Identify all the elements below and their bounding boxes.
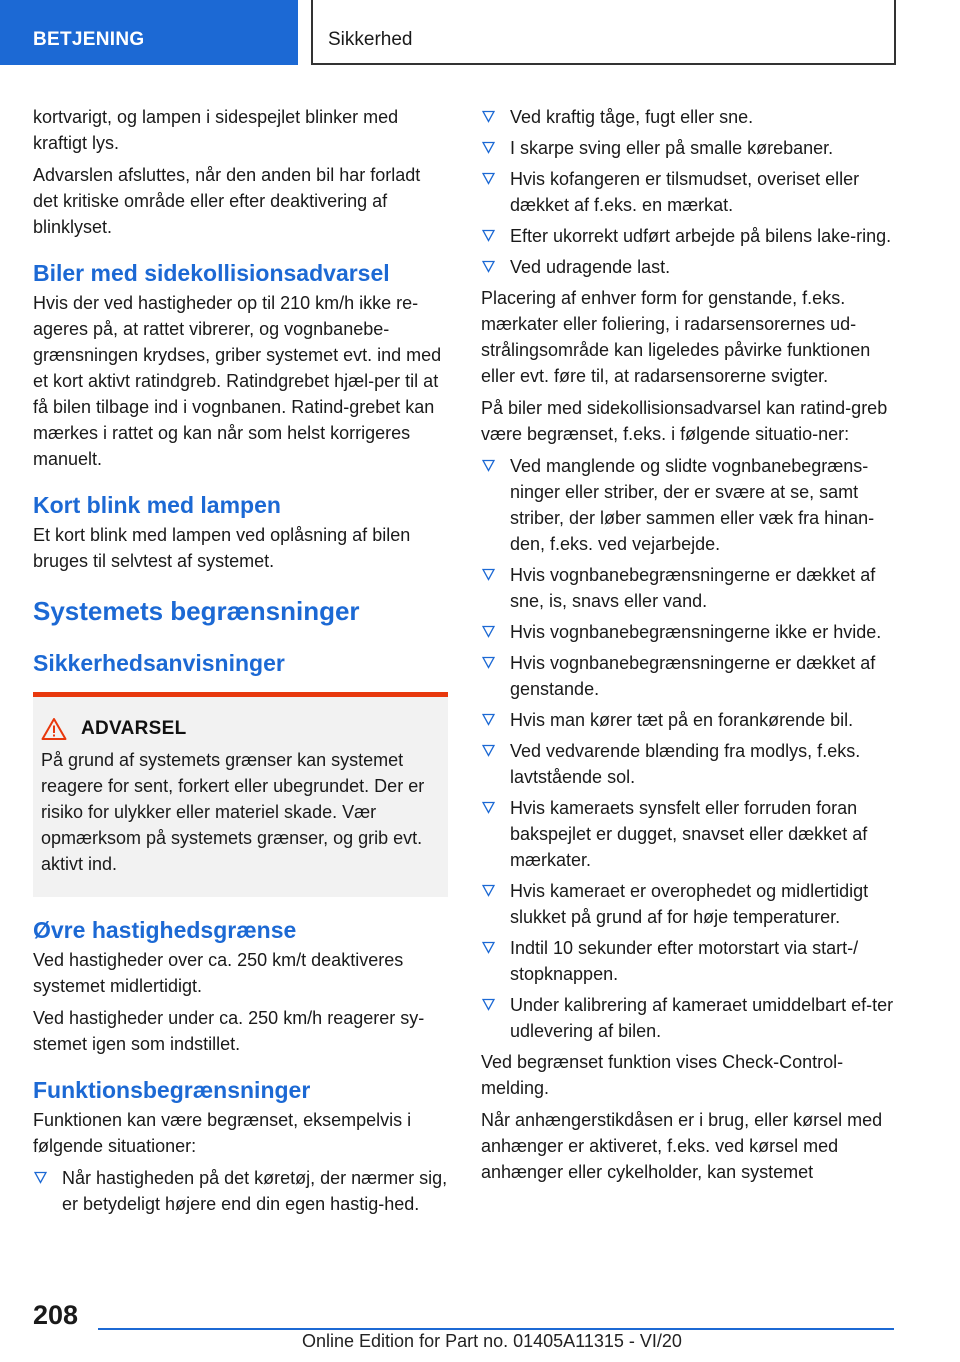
triangle-bullet-icon xyxy=(482,941,495,954)
paragraph: Et kort blink med lampen ved oplåsning af bilen bruges til selvtest af systemet. xyxy=(33,525,411,571)
triangle-bullet-icon xyxy=(482,713,495,726)
paragraph: Ved hastigheder under ca. 250 km/h reagerer sy‐stemet igen som indstillet. xyxy=(33,1008,425,1054)
triangle-bullet-icon xyxy=(482,801,495,814)
list-item: Ved vedvarende blænding fra modlys, f.eks. lavtstående sol. xyxy=(481,738,894,790)
section-title: Sikkerhed xyxy=(311,0,896,65)
paragraph: Ved hastigheder over ca. 250 km/t deaktiveres systemet midlertidigt. xyxy=(33,950,404,996)
triangle-bullet-icon xyxy=(482,568,495,581)
triangle-bullet-icon xyxy=(482,744,495,757)
list-item: Hvis kameraet er overophedet og midlertidigt slukket på grund af for høje temperaturer. xyxy=(481,878,894,930)
list-item: Hvis vognbanebegrænsningerne ikke er hvide. xyxy=(481,619,894,645)
paragraph: Ved begrænset funktion vises Check-Control-melding. xyxy=(481,1052,844,1098)
heading-upper-speed-limit: Øvre hastighedsgrænse xyxy=(33,917,297,943)
list-item: Hvis vognbanebegrænsningerne er dækket af genstande. xyxy=(481,650,894,702)
triangle-bullet-icon xyxy=(482,459,495,472)
footer-edition: Online Edition for Part no. 01405A11315 - VI/20 xyxy=(302,1331,682,1351)
triangle-bullet-icon xyxy=(482,172,495,185)
warning-header xyxy=(41,717,438,741)
list-item: Efter ukorrekt udført arbejde på bilens lake‐ring. xyxy=(481,223,894,249)
heading-short-blink: Kort blink med lampen xyxy=(33,492,281,518)
paragraph: Hvis der ved hastigheder op til 210 km/h ikke re‐ageres på, at rattet vibrerer, og vognbanebe‐grænsningen krydses, griber systemet evt. ind med et kort aktivt ratindgreb. Ratindgrebet hjæl‐per til at få bilen tilbage ind i vognbanen. Ratind‐grebet kan mærkes i rattet og kan når som helst korrigeres manuelt. xyxy=(33,293,442,469)
triangle-bullet-icon xyxy=(482,260,495,273)
paragraph: Advarslen afsluttes, når den anden bil har forladt det kritiske område eller efter deaktivering af blinklyset. xyxy=(33,165,421,237)
triangle-bullet-icon xyxy=(482,656,495,669)
page-number: 208 xyxy=(33,1300,79,1330)
heading-side-collision: Biler med sidekollisionsadvarsel xyxy=(33,260,390,286)
triangle-bullet-icon xyxy=(482,884,495,897)
warning-title: ADVARSEL xyxy=(81,718,187,739)
list-item: I skarpe sving eller på smalle kørebaner. xyxy=(481,135,894,161)
bullet-list xyxy=(481,453,894,1044)
paragraph: På biler med sidekollisionsadvarsel kan ratind‐greb være begrænset, f.eks. i følgende situatio‐ner: xyxy=(481,398,888,444)
warning-text: På grund af systemets grænser kan systemet reagere for sent, forkert eller ubegrundet. Der er risiko for ulykker eller materiel skade. Vær opmærksom på systemets grænser, og grib evt. aktivt ind. xyxy=(41,750,425,874)
triangle-bullet-icon xyxy=(482,229,495,242)
footer-divider xyxy=(98,1328,894,1330)
triangle-bullet-icon xyxy=(482,141,495,154)
list-item: Ved udragende last. xyxy=(481,254,894,280)
paragraph: Når anhængerstikdåsen er i brug, eller kørsel med anhænger er aktiveret, f.eks. ved kørsel med anhænger eller cykelholder, kan systemet xyxy=(481,1110,883,1182)
paragraph: Funktionen kan være begrænset, eksempelvis i følgende situationer: xyxy=(33,1110,412,1156)
triangle-bullet-icon xyxy=(482,110,495,123)
paragraph: kortvarigt, og lampen i sidespejlet blinker med kraftigt lys. xyxy=(33,107,399,153)
bullet-list xyxy=(481,104,894,280)
list-item: Ved manglende og slidte vognbanebegræns‐ninger eller striber, der er svære at se, samt striber, der løber sammen eller væk fra hinan‐den, f.eks. ved vejarbejde. xyxy=(481,453,894,557)
bullet-list xyxy=(33,1165,448,1217)
chapter-tab: BETJENING xyxy=(0,0,298,65)
list-item: Under kalibrering af kameraet umiddelbart ef‐ter udlevering af bilen. xyxy=(481,992,894,1044)
list-item: Hvis man kører tæt på en forankørende bil. xyxy=(481,707,894,733)
warning-box xyxy=(33,692,448,897)
list-item: Ved kraftig tåge, fugt eller sne. xyxy=(481,104,894,130)
right-column xyxy=(481,104,894,1191)
list-item: Hvis kofangeren er tilsmudset, overiset eller dækket af f.eks. en mærkat. xyxy=(481,166,894,218)
paragraph: Placering af enhver form for genstande, f.eks. mærkater eller foliering, i radarsensorernes ud‐strålingsområde kan ligeledes påvirke funktionen eller evt. føre til, at radarsensorerne svigter. xyxy=(481,288,871,386)
heading-system-limits: Systemets begrænsninger xyxy=(33,596,360,626)
triangle-bullet-icon xyxy=(482,998,495,1011)
list-item: Hvis kameraets synsfelt eller forruden foran bakspejlet er dugget, snavset eller dækket af mærkater. xyxy=(481,795,894,873)
heading-safety: Sikkerhedsanvisninger xyxy=(33,650,285,676)
left-column xyxy=(33,104,448,1222)
triangle-bullet-icon xyxy=(482,625,495,638)
triangle-bullet-icon xyxy=(34,1171,47,1184)
heading-function-limits: Funktionsbegrænsninger xyxy=(33,1077,311,1103)
list-item: Indtil 10 sekunder efter motorstart via start-/ stopknappen. xyxy=(481,935,894,987)
warning-triangle-icon xyxy=(41,717,67,741)
list-item: Hvis vognbanebegrænsningerne er dækket af sne, is, snavs eller vand. xyxy=(481,562,894,614)
list-item: Når hastigheden på det køretøj, der nærmer sig, er betydeligt højere end din egen hastig‐hed. xyxy=(33,1165,448,1217)
